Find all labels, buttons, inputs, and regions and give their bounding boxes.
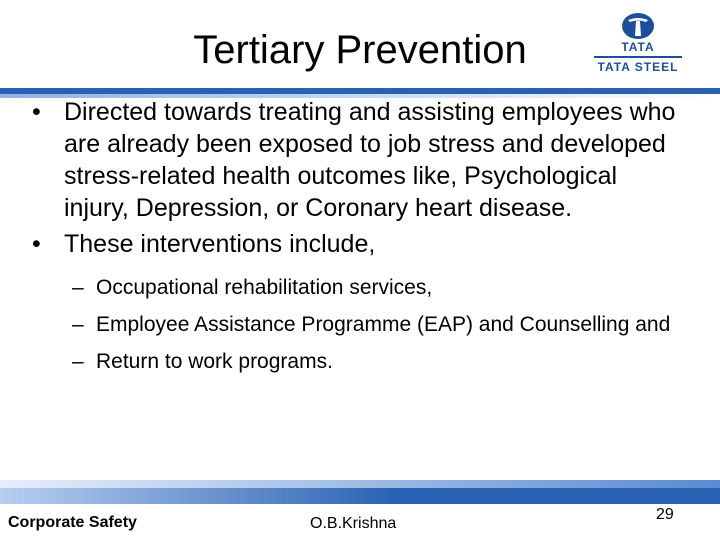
footer-band	[0, 480, 720, 504]
sub-symbol: –	[72, 276, 84, 299]
page-number: 29	[656, 506, 674, 523]
sub-item	[28, 274, 688, 301]
tata-logo-icon	[588, 12, 688, 40]
sub-symbol: –	[72, 350, 84, 373]
sub-item	[28, 348, 688, 375]
bullet-symbol: •	[32, 230, 41, 258]
footer-department: Corporate Safety	[8, 514, 137, 531]
slide-body	[28, 96, 688, 385]
sub-symbol: –	[72, 313, 84, 336]
bullet-text: These interventions include,	[64, 230, 376, 258]
bullet-symbol: •	[32, 98, 41, 126]
bullet-item	[28, 228, 688, 260]
slide-title: Tertiary Prevention	[193, 28, 527, 72]
bullet-text: Directed towards treating and assisting employees who are already been exposed to job stress and developed stress-related health outcomes like, Psychological injury, Depression, or Coronary heart disease.	[64, 98, 676, 222]
sub-text: Employee Assistance Programme (EAP) and Counselling and	[96, 313, 671, 336]
bullet-item	[28, 96, 688, 224]
sub-list	[28, 274, 688, 375]
tata-steel-logo	[588, 12, 688, 78]
logo-divider	[594, 56, 682, 58]
sub-item	[28, 311, 688, 338]
logo-word-tata: TATA	[621, 40, 655, 54]
sub-text: Return to work programs.	[96, 350, 333, 373]
logo-word-tata-steel: TATA STEEL	[597, 60, 679, 74]
footer-author: O.B.Krishna	[310, 515, 397, 532]
sub-text: Occupational rehabilitation services,	[96, 276, 433, 299]
footer-band-shine	[0, 480, 720, 488]
